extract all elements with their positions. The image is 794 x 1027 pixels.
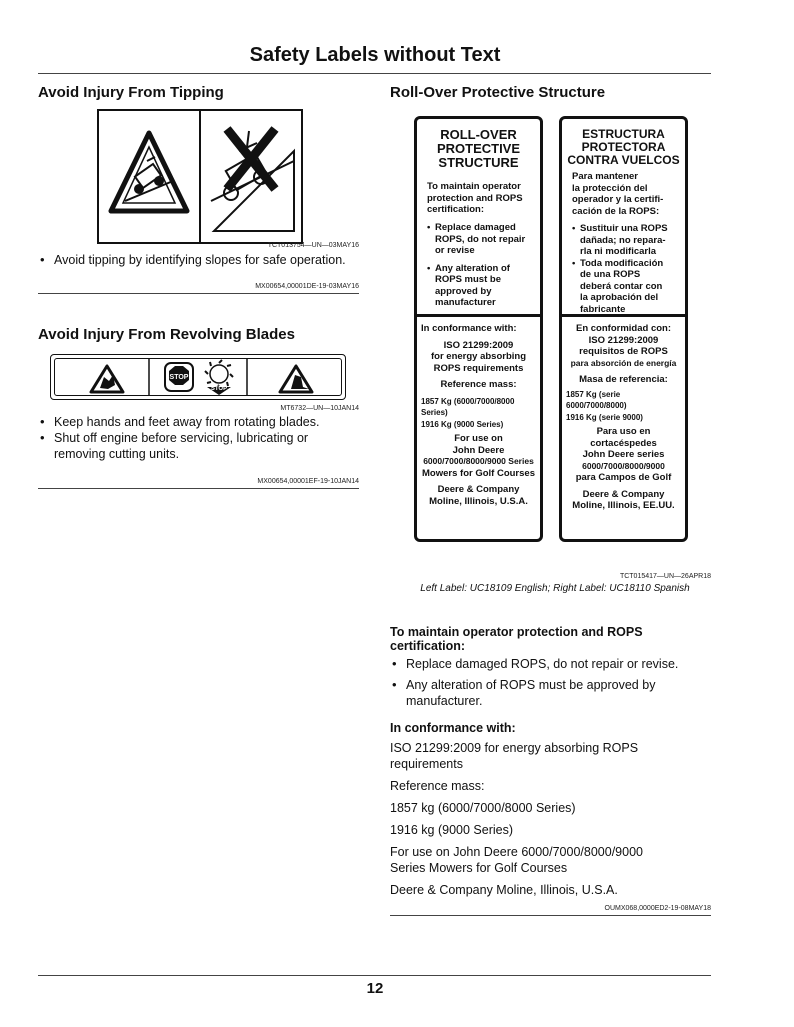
blades-pictogram [50, 354, 346, 400]
blades-heading: Avoid Injury From Revolving Blades [38, 326, 295, 343]
title-rule [38, 73, 711, 74]
blades-doc-ref: MX00654,00001EF-19-10JAN14 [257, 478, 359, 485]
rops-spanish-label [559, 116, 688, 542]
rops-label-bullet: • Replace damaged ROPS, do not repair or revise [427, 222, 534, 257]
rops-label-intro: To maintain operator protection and ROPS certification: [427, 181, 523, 215]
tipping-heading: Avoid Injury From Tipping [38, 84, 224, 101]
rops-paragraph: ISO 21299:2009 for energy absorbing ROPS requirements [390, 741, 639, 771]
stop-label: STOP [169, 374, 189, 381]
rops-conformance-heading: In conformance with: [390, 721, 516, 735]
rops-image-ref: TCT015417—UN—26APR18 [619, 573, 711, 580]
rops-label-bullet: • Toda modificación de una ROPS deberá contar con la aprobación del fabricante [572, 258, 679, 316]
rops-english-label [414, 116, 543, 542]
stop-label: STOP [210, 386, 228, 392]
rops-rule [390, 915, 711, 916]
blades-image-ref: MT6732—UN—10JAN14 [280, 405, 359, 412]
rops-section-heading: To maintain operator protection and ROPS certification: [390, 625, 643, 653]
rops-label-bullets [572, 223, 679, 315]
rops-paragraph: 1857 kg (6000/7000/8000 Series) [390, 801, 576, 815]
tipping-warning-icon [99, 111, 301, 242]
rops-paragraph: 1916 kg (9000 Series) [390, 823, 513, 837]
rops-label-title: ESTRUCTURA PROTECTORA CONTRA VUELCOS [567, 127, 680, 167]
rops-label-conformance: In conformance with: ISO 21299:2009 for energy absorbing ROPS requirements Reference mass: 1857 Kg (6000/7000/8000 Series) 1916 Kg (9000 Series) For use on John Deere 6000/7000/8000/9000 Series Mowers for Golf Courses Deere & Company Moline, Illinois, U.S.A. [421, 323, 535, 507]
rops-label-conformance: En conformidad con: ISO 21299:2009 requisitos de ROPS para absorción de energía Masa de referencia: 1857 Kg (serie 6000/7000/8000) 1916 Kg (serie 9000) Para uso en cortacéspedes John Deere series 6000/7000/8000/9000 para Campos de Golf Deere & Company Moline, Illinois, EE.UU. [566, 323, 677, 511]
rops-label-bullet: • Any alteration of ROPS must be approved by manufacturer [427, 263, 534, 309]
tipping-image-ref: TCT013754—UN—03MAY16 [267, 242, 359, 249]
rops-paragraph: Deere & Company Moline, Illinois, U.S.A. [390, 883, 618, 897]
rops-heading: Roll-Over Protective Structure [390, 84, 606, 101]
rops-section-bullets [390, 656, 690, 709]
tipping-rule [38, 293, 359, 294]
rops-section-bullet: • Any alteration of ROPS must be approved by manufacturer. [390, 677, 690, 709]
blades-bullets [38, 414, 338, 462]
tipping-pictogram [97, 109, 303, 244]
rops-caption: Left Label: UC18109 English; Right Label: UC18110 Spanish [420, 583, 690, 594]
page-title: Safety Labels without Text [249, 44, 501, 66]
rops-label-bullets [427, 222, 534, 309]
rops-paragraph: For use on John Deere 6000/7000/8000/9000 Series Mowers for Golf Courses [390, 845, 643, 875]
rops-label-bullet: • Sustituir una ROPS dañada; no repara- rla ni modificarla [572, 223, 679, 258]
blade-warning-icon [51, 355, 345, 399]
rops-doc-ref: OUMX068,0000ED2-19-08MAY18 [604, 905, 711, 912]
blades-rule [38, 488, 359, 489]
tipping-doc-ref: MX00654,00001DE-19-03MAY16 [255, 283, 359, 290]
rops-label-intro: Para mantener la protección del operador y la certifi- cación de la ROPS: [572, 171, 664, 217]
rops-label-title: ROLL-OVER PROTECTIVE STRUCTURE [436, 127, 521, 170]
footer-rule [38, 975, 711, 976]
tipping-bullets [38, 252, 364, 268]
page-number: 12 [366, 980, 384, 997]
blades-bullet: • Shut off engine before servicing, lubricating or removing cutting units. [38, 430, 338, 462]
blades-bullet: • Keep hands and feet away from rotating blades. [38, 414, 338, 430]
rops-section-bullet: • Replace damaged ROPS, do not repair or revise. [390, 656, 690, 672]
rops-paragraphs [390, 740, 680, 898]
rops-paragraph: Reference mass: [390, 779, 485, 793]
tipping-bullet: • Avoid tipping by identifying slopes for safe operation. [38, 252, 364, 268]
